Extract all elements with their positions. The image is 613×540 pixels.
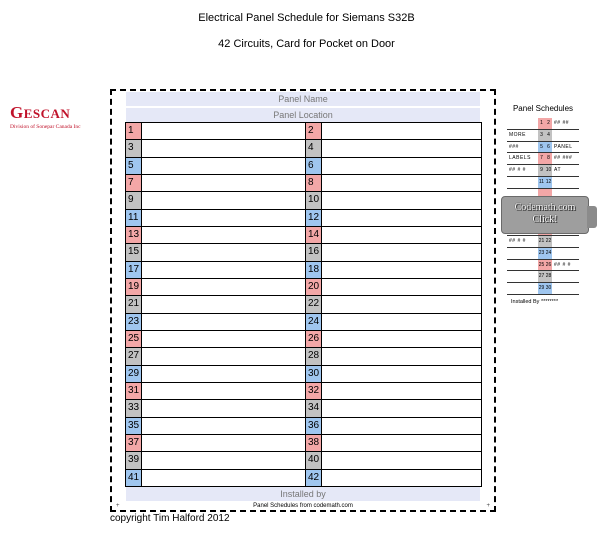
grid-line — [305, 158, 306, 174]
logo-name — [10, 104, 110, 123]
circuit-number-right: 26 — [305, 331, 321, 347]
grid-line — [141, 210, 142, 226]
circuit-row — [125, 418, 482, 435]
grid-line — [481, 400, 482, 416]
mini-row-label-right: ## ### — [554, 155, 573, 162]
grid-line — [305, 123, 306, 139]
circuit-label-right[interactable] — [321, 279, 482, 295]
grid-line — [125, 296, 126, 312]
grid-line — [141, 123, 142, 139]
circuit-number-right: 28 — [305, 348, 321, 364]
circuit-label-left[interactable] — [141, 175, 305, 191]
circuit-row — [125, 140, 482, 157]
mini-row — [507, 283, 579, 295]
mini-row-label-right: AT — [554, 167, 562, 174]
circuit-label-right[interactable] — [321, 158, 482, 174]
circuit-row — [125, 366, 482, 383]
circuit-number-right: 16 — [305, 244, 321, 260]
circuit-row — [125, 296, 482, 313]
grid-line — [321, 227, 322, 243]
grid-line — [321, 123, 322, 139]
grid-line — [305, 348, 306, 364]
grid-line — [125, 435, 126, 451]
grid-line — [125, 192, 126, 208]
grid-line — [321, 296, 322, 312]
grid-line — [125, 383, 126, 399]
circuit-row — [125, 383, 482, 400]
grid-line — [125, 279, 126, 295]
grid-line — [481, 244, 482, 260]
grid-line — [321, 210, 322, 226]
mini-row-label-left: ## # # — [509, 167, 526, 174]
circuit-label-left[interactable] — [141, 383, 305, 399]
grid-line — [305, 366, 306, 382]
circuit-number-right: 8 — [305, 175, 321, 191]
grid-line — [305, 140, 306, 156]
copyright-text: copyright Tim Halford 2012 — [110, 513, 230, 524]
grid-line — [125, 140, 126, 156]
circuit-label-right[interactable] — [321, 227, 482, 243]
grid-line — [141, 418, 142, 434]
gescan-logo — [10, 104, 110, 130]
footer-note: Panel Schedules from codemath.com — [253, 503, 353, 509]
mini-row-label-left: ## # # — [509, 237, 526, 244]
logo-rest: ESCAN — [23, 106, 71, 121]
mini-schedule-title: Panel Schedules — [512, 104, 574, 113]
circuit-label-right[interactable] — [321, 175, 482, 191]
circuit-number-right: 2 — [305, 123, 321, 139]
mini-circuit-right: 6 — [545, 142, 552, 153]
mini-circuit-left: 9 — [538, 165, 545, 176]
grid-line — [305, 452, 306, 468]
circuit-number-left: 33 — [125, 400, 141, 416]
circuit-row — [125, 470, 482, 487]
grid-line — [305, 331, 306, 347]
circuit-number-right: 18 — [305, 262, 321, 278]
grid-line — [321, 244, 322, 260]
grid-line — [125, 123, 126, 139]
circuit-number-left: 29 — [125, 366, 141, 382]
circuit-label-left[interactable] — [141, 470, 305, 486]
grid-line — [141, 331, 142, 347]
circuit-label-right[interactable] — [321, 400, 482, 416]
mini-row-label-left: ### — [509, 143, 519, 150]
grid-line — [125, 227, 126, 243]
grid-line — [141, 244, 142, 260]
circuit-label-right[interactable] — [321, 296, 482, 312]
corner-mark-right: + — [486, 503, 490, 509]
mini-installed-by: Installed By ******** — [511, 298, 559, 305]
circuit-label-left[interactable] — [141, 140, 305, 156]
circuit-row — [125, 279, 482, 296]
grid-line — [481, 262, 482, 278]
grid-line — [305, 470, 306, 486]
mini-circuit-right: 28 — [545, 271, 552, 282]
circuit-number-left: 37 — [125, 435, 141, 451]
circuit-label-right[interactable] — [321, 383, 482, 399]
grid-line — [481, 210, 482, 226]
grid-line — [321, 452, 322, 468]
grid-line — [481, 348, 482, 364]
grid-line — [481, 140, 482, 156]
circuit-number-left: 21 — [125, 296, 141, 312]
grid-line — [305, 262, 306, 278]
grid-line — [125, 314, 126, 330]
mini-circuit-left: 25 — [538, 260, 545, 271]
mini-row — [507, 165, 579, 177]
circuit-row — [125, 175, 482, 192]
grid-line — [305, 279, 306, 295]
circuit-label-left[interactable] — [141, 123, 305, 139]
circuit-number-left: 31 — [125, 383, 141, 399]
grid-line — [141, 296, 142, 312]
mini-row-label-left: MORE — [509, 131, 526, 138]
circuit-label-right[interactable] — [321, 435, 482, 451]
circuit-label-right[interactable] — [321, 348, 482, 364]
grid-line — [141, 140, 142, 156]
grid-line — [321, 262, 322, 278]
logo-subtitle: Division of Sonepar Canada Inc — [10, 124, 81, 130]
mini-row-label-right: ## # # — [554, 261, 571, 268]
grid-line — [321, 175, 322, 191]
grid-line — [141, 175, 142, 191]
circuit-number-right: 36 — [305, 418, 321, 434]
mini-circuit-right: 22 — [545, 236, 552, 247]
grid-line — [141, 262, 142, 278]
circuit-label-right[interactable] — [321, 452, 482, 468]
circuit-label-right[interactable] — [321, 331, 482, 347]
circuit-number-right: 12 — [305, 210, 321, 226]
circuit-number-right: 22 — [305, 296, 321, 312]
circuit-number-right: 10 — [305, 192, 321, 208]
badge-line1: Codemath.com — [514, 202, 576, 213]
circuit-label-right[interactable] — [321, 418, 482, 434]
mini-row — [507, 130, 579, 142]
mini-row — [507, 153, 579, 165]
mini-circuit-left: 11 — [538, 177, 545, 188]
circuit-label-left[interactable] — [141, 418, 305, 434]
circuit-row — [125, 244, 482, 261]
circuit-number-right: 30 — [305, 366, 321, 382]
grid-line — [305, 314, 306, 330]
circuit-number-left: 39 — [125, 452, 141, 468]
circuit-number-right: 42 — [305, 470, 321, 486]
grid-line — [481, 418, 482, 434]
circuit-number-left: 23 — [125, 314, 141, 330]
grid-line — [305, 296, 306, 312]
circuit-number-left: 35 — [125, 418, 141, 434]
corner-mark-left: + — [116, 503, 120, 509]
grid-line — [481, 452, 482, 468]
circuit-number-right: 4 — [305, 140, 321, 156]
circuit-label-right[interactable] — [321, 314, 482, 330]
circuit-label-left[interactable] — [141, 262, 305, 278]
circuit-label-left[interactable] — [141, 192, 305, 208]
circuit-row — [125, 227, 482, 244]
grid-line — [481, 175, 482, 191]
codemath-link-button[interactable] — [501, 196, 589, 234]
grid-line — [481, 279, 482, 295]
mini-row — [507, 177, 579, 189]
circuit-label-right[interactable] — [321, 210, 482, 226]
mini-circuit-right: 30 — [545, 283, 552, 294]
grid-line — [125, 452, 126, 468]
grid-line — [481, 383, 482, 399]
mini-circuit-left: 1 — [538, 118, 545, 129]
circuit-number-left: 3 — [125, 140, 141, 156]
grid-line — [481, 314, 482, 330]
grid-line — [321, 418, 322, 434]
grid-line — [481, 435, 482, 451]
circuit-label-left[interactable] — [141, 296, 305, 312]
mini-row — [507, 260, 579, 272]
grid-line — [481, 227, 482, 243]
grid-line — [481, 331, 482, 347]
mini-circuit-left: 5 — [538, 142, 545, 153]
grid-line — [141, 435, 142, 451]
mini-row — [507, 142, 579, 154]
circuit-label-left[interactable] — [141, 158, 305, 174]
mini-circuit-left: 21 — [538, 236, 545, 247]
grid-line — [305, 400, 306, 416]
circuit-number-left: 25 — [125, 331, 141, 347]
panel-schedule-card — [110, 89, 496, 512]
grid-line — [141, 452, 142, 468]
circuit-label-left[interactable] — [141, 227, 305, 243]
grid-line — [321, 314, 322, 330]
mini-circuit-left: 23 — [538, 248, 545, 259]
circuit-label-left[interactable] — [141, 400, 305, 416]
circuit-number-left: 9 — [125, 192, 141, 208]
circuit-row — [125, 158, 482, 175]
grid-line — [481, 158, 482, 174]
circuit-number-left: 27 — [125, 348, 141, 364]
grid-line — [305, 435, 306, 451]
grid-line — [141, 227, 142, 243]
circuit-grid — [125, 122, 482, 487]
grid-line — [481, 123, 482, 139]
grid-line — [125, 262, 126, 278]
circuit-row — [125, 452, 482, 469]
grid-line — [141, 470, 142, 486]
grid-line — [321, 348, 322, 364]
circuit-label-left[interactable] — [141, 348, 305, 364]
circuit-label-left[interactable] — [141, 331, 305, 347]
grid-line — [125, 244, 126, 260]
grid-line — [321, 140, 322, 156]
mini-row — [507, 118, 579, 130]
grid-line — [141, 400, 142, 416]
grid-line — [481, 470, 482, 486]
circuit-label-right[interactable] — [321, 123, 482, 139]
circuit-label-left[interactable] — [141, 366, 305, 382]
circuit-row — [125, 400, 482, 417]
circuit-label-left[interactable] — [141, 435, 305, 451]
installed-by-field[interactable]: Installed by — [126, 487, 480, 501]
circuit-label-left[interactable] — [141, 210, 305, 226]
circuit-label-left[interactable] — [141, 279, 305, 295]
badge-line2: Click! — [532, 214, 558, 225]
grid-line — [321, 158, 322, 174]
mini-circuit-right: 2 — [545, 118, 552, 129]
circuit-row — [125, 210, 482, 227]
grid-line — [141, 279, 142, 295]
mini-row — [507, 248, 579, 260]
grid-line — [141, 383, 142, 399]
mini-circuit-right: 26 — [545, 260, 552, 271]
mini-circuit-left: 29 — [538, 283, 545, 294]
circuit-number-left: 7 — [125, 175, 141, 191]
circuit-number-right: 40 — [305, 452, 321, 468]
grid-line — [321, 366, 322, 382]
circuit-row — [125, 192, 482, 209]
circuit-number-left: 17 — [125, 262, 141, 278]
circuit-label-right[interactable] — [321, 140, 482, 156]
grid-line — [321, 192, 322, 208]
circuit-number-left: 13 — [125, 227, 141, 243]
grid-line — [141, 158, 142, 174]
grid-line — [321, 279, 322, 295]
circuit-number-right: 38 — [305, 435, 321, 451]
mini-circuit-left: 7 — [538, 153, 545, 164]
panel-location-field[interactable]: Panel Location — [126, 108, 480, 122]
grid-line — [141, 314, 142, 330]
grid-line — [305, 210, 306, 226]
grid-line — [305, 175, 306, 191]
circuit-number-right: 6 — [305, 158, 321, 174]
mini-row-label-right: PANEL — [554, 143, 573, 150]
grid-line — [321, 331, 322, 347]
document-title: Electrical Panel Schedule for Siemans S32B — [198, 12, 415, 24]
circuit-label-right[interactable] — [321, 366, 482, 382]
grid-line — [125, 366, 126, 382]
mini-row-label-left: LABELS — [509, 155, 531, 162]
circuit-row — [125, 331, 482, 348]
circuit-label-right[interactable] — [321, 244, 482, 260]
circuit-number-right: 34 — [305, 400, 321, 416]
mini-circuit-left: 27 — [538, 271, 545, 282]
badge-tab[interactable] — [587, 206, 597, 228]
grid-line — [481, 192, 482, 208]
grid-line — [141, 366, 142, 382]
grid-line — [321, 435, 322, 451]
grid-line — [305, 244, 306, 260]
grid-line — [125, 331, 126, 347]
grid-line — [125, 470, 126, 486]
mini-circuit-right: 24 — [545, 248, 552, 259]
circuit-label-right[interactable] — [321, 192, 482, 208]
circuit-row — [125, 123, 482, 140]
circuit-number-left: 1 — [125, 123, 141, 139]
logo-initial: G — [10, 103, 24, 122]
circuit-label-left[interactable] — [141, 314, 305, 330]
mini-circuit-right: 12 — [545, 177, 552, 188]
circuit-label-right[interactable] — [321, 470, 482, 486]
circuit-number-right: 20 — [305, 279, 321, 295]
circuit-number-right: 14 — [305, 227, 321, 243]
circuit-label-left[interactable] — [141, 244, 305, 260]
mini-row — [507, 271, 579, 283]
mini-circuit-left: 3 — [538, 130, 545, 141]
grid-line — [125, 400, 126, 416]
circuit-row — [125, 262, 482, 279]
circuit-number-left: 15 — [125, 244, 141, 260]
circuit-number-left: 19 — [125, 279, 141, 295]
circuit-number-left: 11 — [125, 210, 141, 226]
panel-name-field[interactable]: Panel Name — [126, 92, 480, 106]
grid-line — [321, 400, 322, 416]
circuit-row — [125, 314, 482, 331]
circuit-number-right: 32 — [305, 383, 321, 399]
mini-row — [507, 236, 579, 248]
document-subtitle: 42 Circuits, Card for Pocket on Door — [218, 38, 395, 50]
grid-line — [305, 418, 306, 434]
mini-circuit-right: 8 — [545, 153, 552, 164]
grid-line — [125, 158, 126, 174]
grid-line — [305, 383, 306, 399]
grid-line — [141, 348, 142, 364]
circuit-label-right[interactable] — [321, 262, 482, 278]
grid-line — [481, 366, 482, 382]
circuit-row — [125, 435, 482, 452]
grid-line — [305, 227, 306, 243]
mini-row-label-right: ## ## — [554, 120, 570, 126]
grid-line — [125, 210, 126, 226]
circuit-label-left[interactable] — [141, 452, 305, 468]
mini-circuit-right: 10 — [545, 165, 552, 176]
grid-line — [125, 348, 126, 364]
circuit-number-right: 24 — [305, 314, 321, 330]
grid-line — [125, 175, 126, 191]
circuit-row — [125, 348, 482, 365]
circuit-number-left: 41 — [125, 470, 141, 486]
grid-line — [125, 418, 126, 434]
mini-circuit-right: 4 — [545, 130, 552, 141]
grid-line — [305, 192, 306, 208]
grid-line — [321, 383, 322, 399]
grid-line — [321, 470, 322, 486]
grid-line — [141, 192, 142, 208]
circuit-number-left: 5 — [125, 158, 141, 174]
grid-line — [481, 296, 482, 312]
